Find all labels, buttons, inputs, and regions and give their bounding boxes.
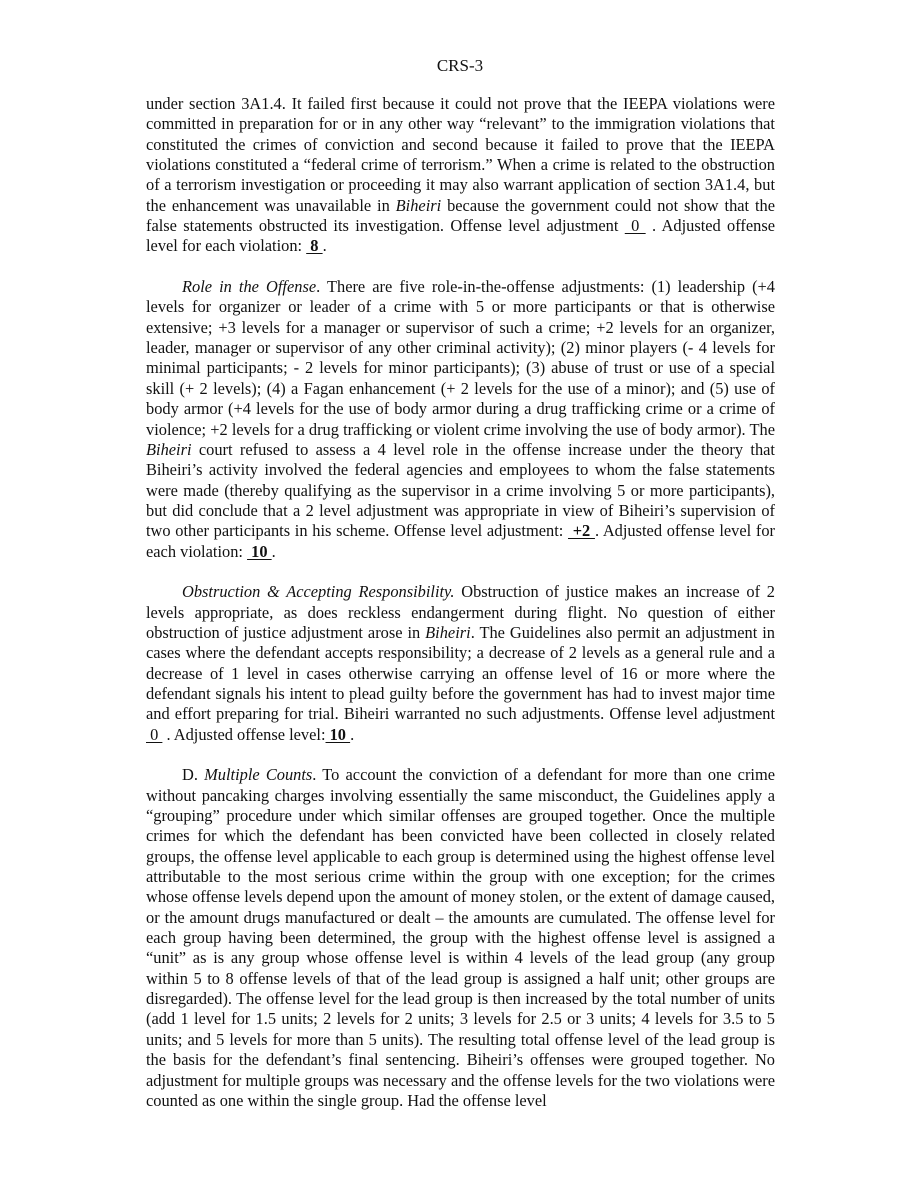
paragraph-obstruction: Obstruction & Accepting Responsibility. Obstruction of justice makes an increase of 2 levels appropriate, as does reckless endangerment during flight. No question of either obstruction of justice adjustment arose in Biheiri. The Guidelines also permit an adjustment in cases where the defendant accepts responsibility; a decrease of 2 levels as a general rule and a decrease of 1 level in cases otherwise carrying an offense level of 16 or more where the defendant signals his intent to plead guilty before the government has had to invest major time and effort preparing for trial. Biheiri warranted no such adjustments. Offense level adjustment 0 . Adjusted offense level: 10 . — [146, 582, 775, 744]
adjusted-offense-level: 8 — [306, 236, 323, 256]
section-heading: Obstruction & Accepting Responsibility. — [182, 582, 455, 602]
paragraph-multiple-counts: D. Multiple Counts. To account the conviction of a defendant for more than one crime without pancaking charges involving essentially the same misconduct, the Guidelines apply a “grouping” procedure under which similar offenses are grouped together. Once the multiple crimes for which the defendant has been convicted have been collected in closely related groups, the offense level applicable to each group is determined using the highest offense level attributable to the most serious crime within the group with one exception; for the crimes whose offense levels depend upon the amount of money stolen, or the extent of damage caused, or the amount drugs manufactured or dealt – the amounts are cumulated. The offense level for each group having been determined, the group with the highest offense level is assigned a “unit” as is any group whose offense level is within 4 levels of the lead group (any group within 5 to 8 offense levels of that of the lead group is assigned a half unit; other groups are disregarded). The offense level for the lead group is then increased by the total number of units (add 1 level for 1.5 units; 2 levels for 2 units; 3 levels for 2.5 or 3 units; 4 levels for 3.5 to 5 units; and 5 levels for more than 5 units). The resulting total offense level of the lead group is the basis for the defendant’s final sentencing. Biheiri’s offenses were grouped together. No adjustment for multiple groups was necessary and the offense levels for the two violations were counted as one within the single group. Had the offense level — [146, 765, 775, 1110]
section-heading: Role in the Offense — [182, 277, 317, 297]
adjusted-offense-level: 10 — [247, 541, 272, 561]
offense-level-adjustment: 0 — [146, 724, 163, 744]
page-header: CRS-3 — [436, 56, 484, 75]
case-name: Biheiri — [146, 439, 192, 459]
section-heading: Multiple Counts — [204, 765, 313, 785]
document-body — [146, 94, 775, 1111]
offense-level-adjustment: 0 — [624, 216, 646, 236]
adjusted-offense-level: 10 — [325, 724, 351, 744]
paragraph-continuation: under section 3A1.4. It failed first because it could not prove that the IEEPA violations were committed in preparation for or in any other way “relevant” to the immigration violations that constituted the crimes of conviction and second because it failed to prove that the IEEPA violations constituted a “federal crime of terrorism.” When a crime is related to the obstruction of a terrorism investigation or proceeding it may also warrant application of section 3A1.4, but the enhancement was unavailable in Biheiri because the government could not show that the false statements obstructed its investigation. Offense level adjustment 0 . Adjusted offense level for each violation: 8 . — [146, 94, 776, 256]
case-name: Biheiri — [395, 195, 442, 215]
offense-level-adjustment: +2 — [568, 521, 595, 541]
paragraph-role-in-offense: Role in the Offense. There are five role-in-the-offense adjustments: (1) leadership (+4 levels for organizer or leader of a crime with 5 or more participants or that is otherwise extensive; +3 levels for a manager or supervisor of such a crime; +2 levels for an organizer, leader, manager or supervisor of any other criminal activity); (2) minor players (- 4 levels for minimal participants; - 2 levels for minor participants); (3) abuse of trust or use of a special skill (+ 2 levels); (4) a Fagan enhancement (+ 2 levels for the use of a minor); and (5) use of body armor (+4 levels for the use of body armor during a drug trafficking crime or a crime of violence; +2 levels for a drug trafficking or violent crime involving the use of body armor). The Biheiri court refused to assess a 4 level role in the offense increase under the theory that Biheiri’s activity involved the federal agencies and employees to whom the false statements were made (thereby qualifying as the supervisor in a crime involving 5 or more participants), but did conclude that a 2 level adjustment was appropriate in view of Biheiri’s supervision of two other participants in his scheme. Offense level adjustment: +2 . Adjusted offense level for each violation: 10 . — [146, 277, 776, 561]
case-name: Biheiri — [425, 622, 471, 642]
